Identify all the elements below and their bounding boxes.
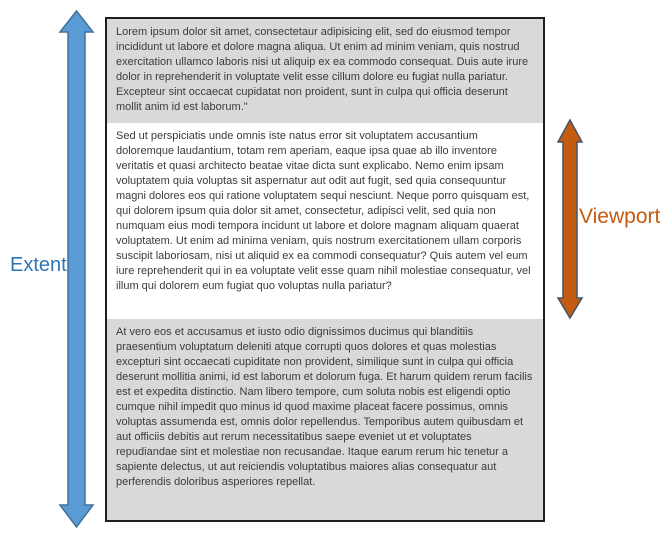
paragraph-above-viewport: Lorem ipsum dolor sit amet, consectetaur adipisicing elit, sed do eiusmod tempor incididunt ut labore et dolore magna aliqua. Ut enim ad minim veniam, quis nostrud exercitation ullamco laboris nisi ut aliquip ex ea commodo consequat. Duis aute irure dolor in reprehenderit in voluptate velit esse cillum dolore eu fugiat nulla pariatur. Excepteur sint occaecat cupidatat non proident, sunt in culpa qui officia deserunt mollit anim id est laborum." xyxy=(107,19,543,123)
extent-label: Extent xyxy=(10,254,67,276)
viewport-label: Viewport xyxy=(579,205,661,228)
paragraph-below-viewport: At vero eos et accusamus et iusto odio dignissimos ducimus qui blanditiis praesentium voluptatum deleniti atque corrupti quos dolores et quas molestias excepturi sint occaecati cupiditate non provident, similique sunt in culpa qui officia deserunt mollitia animi, id est laborum et dolorum fuga. Et harum quidem rerum facilis est et expedita distinctio. Nam libero tempore, cum soluta nobis est eligendi optio cumque nihil impedit quo minus id quod maxime placeat facere possimus, omnis voluptas assumenda est, omnis dolor repellendus. Temporibus autem quibusdam et aut officiis debitis aut rerum necessitatibus saepe eveniet ut et voluptates repudiandae sint et molestiae non recusandae. Itaque earum rerum hic tenetur a sapiente delectus, ut aut reiciendis voluptatibus maiores alias consequatur aut perferendis doloribus asperiores repellat. xyxy=(107,319,543,520)
document-text-box xyxy=(105,17,545,522)
paragraph-inside-viewport: Sed ut perspiciatis unde omnis iste natus error sit voluptatem accusantium doloremque laudantium, totam rem aperiam, eaque ipsa quae ab illo inventore veritatis et quasi architecto beatae vitae dicta sunt explicabo. Nemo enim ipsam voluptatem quia voluptas sit aspernatur aut odit aut fugit, sed quia consequuntur magni dolores eos qui ratione voluptatem sequi nesciunt. Neque porro quisquam est, qui dolorem ipsum quia dolor sit amet, consectetur, adipisci velit, sed quia non numquam eius modi tempora incidunt ut labore et dolore magnam aliquam quaerat voluptatem. Ut enim ad minima veniam, quis nostrum exercitationem ullam corporis suscipit laboriosam, nisi ut aliquid ex ea commodi consequatur? Quis autem vel eum iure reprehenderit qui in ea voluptate velit esse quam nihil molestiae consequatur, vel illum qui dolorem eum fugiat quo voluptas nulla pariatur? xyxy=(107,123,543,319)
